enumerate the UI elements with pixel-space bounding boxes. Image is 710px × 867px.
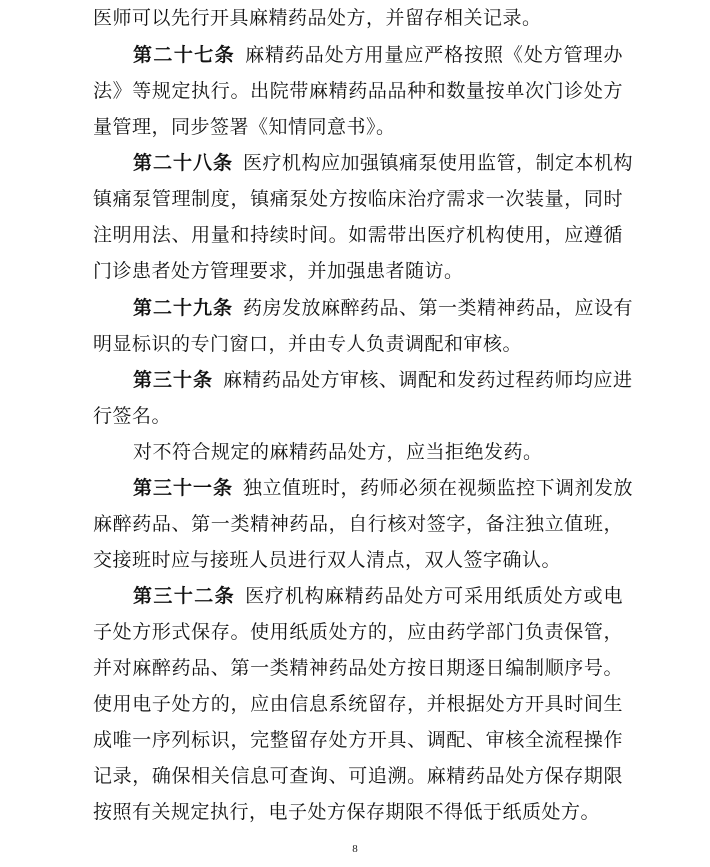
- article-text: 医疗机构麻精药品处方可采用纸质处方或电: [245, 585, 623, 607]
- paragraph-line: 按照有关规定执行，电子处方保存期限不得低于纸质处方。: [93, 801, 601, 823]
- article-text: 麻精药品处方审核、调配和发药过程药师均应进: [223, 369, 633, 391]
- article-31-line-1: [133, 470, 634, 506]
- article-text: 独立值班时，药师必须在视频监控下调剂发放: [243, 477, 634, 499]
- article-number: 第二十八条: [133, 152, 234, 174]
- article-text: 药房发放麻醉药品、第一类精神药品，应设有: [243, 297, 634, 319]
- article-number: 第三十条: [133, 369, 214, 391]
- article-29-line-1: [133, 290, 634, 326]
- paragraph-line: 医师可以先行开具麻精药品处方，并留存相关记录。: [93, 7, 542, 29]
- article-number: 第二十九条: [133, 297, 234, 319]
- article-number: 第二十七条: [133, 44, 236, 66]
- article-number: 第三十一条: [133, 477, 234, 499]
- paragraph-line: 注明用法、用量和持续时间。如需带出医疗机构使用，应遵循: [93, 224, 623, 246]
- paragraph-line: 交接班时应与接班人员进行双人清点，双人签字确认。: [93, 549, 562, 571]
- paragraph-line: 子处方形式保存。使用纸质处方的，应由药学部门负责保管，: [93, 621, 623, 643]
- paragraph-line: 量管理，同步签署《知情同意书》。: [93, 116, 396, 138]
- paragraph-line: 使用电子处方的，应由信息系统留存，并根据处方开具时间生: [93, 693, 623, 715]
- paragraph-line: 麻醉药品、第一类精神药品，自行核对签字，备注独立值班，: [93, 513, 623, 535]
- article-30-line-1: [133, 362, 633, 398]
- paragraph-line: 行签名。: [93, 405, 172, 427]
- article-28-line-1: [133, 145, 634, 181]
- article-32-line-1: [133, 578, 623, 614]
- page-number: 8: [352, 843, 358, 855]
- paragraph-line: 记录，确保相关信息可查询、可追溯。麻精药品处方保存期限: [93, 765, 623, 787]
- paragraph-line: 门诊患者处方管理要求，并加强患者随访。: [93, 260, 464, 282]
- article-number: 第三十二条: [133, 585, 236, 607]
- paragraph-line: 镇痛泵管理制度，镇痛泵处方按临床治疗需求一次装量，同时: [93, 188, 623, 210]
- paragraph-line: 成唯一序列标识，完整留存处方开具、调配、审核全流程操作: [93, 729, 623, 751]
- paragraph-line: 法》等规定执行。出院带麻精药品品种和数量按单次门诊处方: [93, 80, 623, 102]
- article-27-line-1: [133, 37, 623, 73]
- article-text: 医疗机构应加强镇痛泵使用监管，制定本机构: [243, 152, 634, 174]
- paragraph-line: 明显标识的专门窗口，并由专人负责调配和审核。: [93, 333, 523, 355]
- paragraph-line: 并对麻醉药品、第一类精神药品处方按日期逐日编制顺序号。: [93, 657, 623, 679]
- article-text: 麻精药品处方用量应严格按照《处方管理办: [245, 44, 623, 66]
- paragraph-line: 对不符合规定的麻精药品处方，应当拒绝发药。: [133, 441, 543, 463]
